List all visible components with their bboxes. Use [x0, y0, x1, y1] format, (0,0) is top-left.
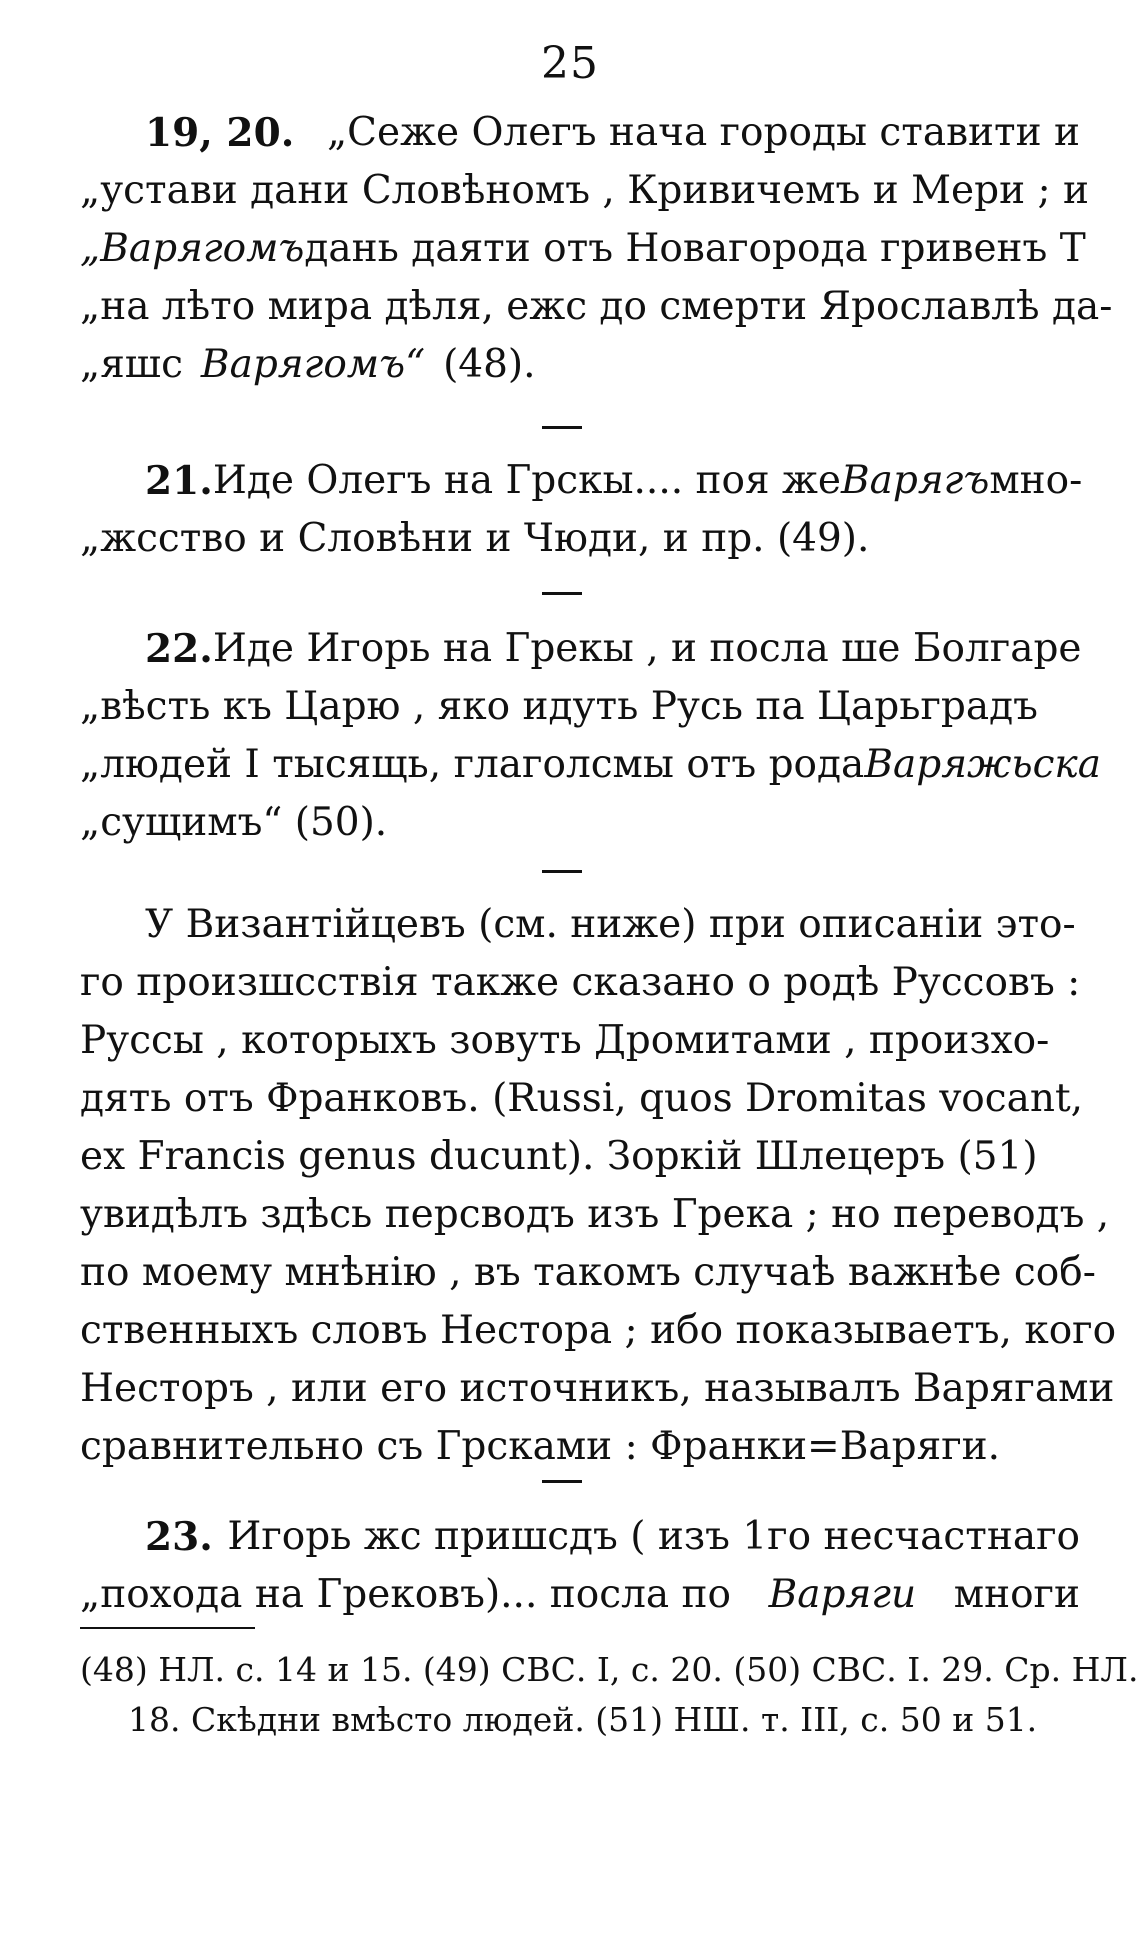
text-span: многи — [953, 1572, 1080, 1617]
section-separator — [542, 870, 582, 873]
text-line: увидѣлъ здѣсь персводъ изъ Грека ; но переводъ , — [80, 1192, 1110, 1237]
text-line — [80, 1508, 1080, 1566]
text-line: ex Francis genus ducunt). Зоркій Шлецеръ (51) — [80, 1134, 1038, 1179]
text-span: (48). — [443, 342, 536, 387]
text-line: дять отъ Франковъ. (Russi, quos Dromitas vocant, — [80, 1076, 1084, 1121]
section-21 — [80, 452, 1083, 568]
text-span: „Сеже Олегъ нача городы ставити и — [326, 110, 1080, 155]
section-23 — [80, 1508, 1080, 1624]
text-span: „людей I тысящь, глаголсмы отъ рода — [80, 742, 865, 787]
italic-text: „Варягомъ — [80, 226, 305, 271]
text-line — [80, 620, 1080, 678]
section-number: 21. — [145, 458, 213, 504]
italic-text: Варягомъ“ — [200, 342, 426, 387]
footnote-line: 18. Скѣдни вмѣсто людей. (51) НШ. т. III, с. 50 и 51. — [128, 1700, 1038, 1739]
footnote-line: (48) НЛ. с. 14 и 15. (49) СВС. I, с. 20. (50) СВС. I. 29. Ср. НЛ. — [80, 1650, 1139, 1689]
text-span: „яшс — [80, 342, 183, 387]
italic-text: Варяжьска — [864, 742, 1101, 787]
text-span: мно- — [989, 458, 1083, 503]
text-line: „на лѣто мира дѣля, ежс до смерти Ярославлѣ да- — [80, 284, 1113, 329]
text-line: „жсство и Словѣни и Чюди, и пр. (49). — [80, 516, 870, 561]
text-span: Иде Игорь на Грекы , и посла ше Болгаре — [212, 626, 1082, 671]
text-line: Руссы , которыхъ зовуть Дромитами , произхо- — [80, 1018, 1050, 1063]
text-span: дань даяти отъ Новагорода гривенъ Т — [304, 226, 1086, 271]
text-line — [80, 220, 1086, 278]
text-line: Несторъ , или его источникъ, называлъ Варягами — [80, 1366, 1115, 1411]
section-19-20 — [80, 104, 1113, 394]
footnotes — [80, 1645, 1139, 1745]
section-separator — [542, 426, 582, 429]
text-line: „сущимъ“ (50). — [80, 800, 388, 845]
text-line: „устави дани Словѣномъ , Кривичемъ и Мери ; и — [80, 168, 1089, 213]
text-span: „похода на Грековъ)... посла по — [80, 1572, 731, 1617]
section-number: 19, 20. — [145, 110, 295, 156]
section-number: 22. — [145, 626, 213, 672]
text-line: по моему мнѣнію , въ такомъ случаѣ важнѣе соб- — [80, 1250, 1096, 1295]
text-line — [80, 104, 1080, 162]
text-line — [80, 452, 1083, 510]
text-line: ственныхъ словъ Нестора ; ибо показываетъ, кого — [80, 1308, 1117, 1353]
text-line — [80, 336, 1080, 394]
section-22 — [80, 620, 1101, 852]
section-separator — [542, 592, 582, 595]
section-separator — [542, 1480, 582, 1483]
text-span: Игорь жс пришсдъ ( изъ 1го несчастнаго — [227, 1514, 1080, 1559]
text-line: „вѣсть къ Царю , яко идуть Русь па Царьградъ — [80, 684, 1038, 729]
footnote-rule — [80, 1627, 255, 1629]
paragraph-byzantines — [80, 896, 1117, 1476]
text-line — [80, 736, 1101, 794]
text-line: го произшсствія также сказано о родѣ Руссовъ : — [80, 960, 1081, 1005]
text-span: Иде Олегъ на Грскы.... поя же — [212, 458, 841, 503]
section-number: 23. — [145, 1514, 213, 1560]
text-line: сравнительно съ Грсками : Франки=Варяги. — [80, 1424, 1001, 1469]
page-number: 25 — [541, 38, 599, 89]
italic-text: Варяги — [768, 1572, 917, 1617]
text-line — [80, 1566, 1080, 1624]
italic-text: Варягъ — [840, 458, 990, 503]
text-line: У Византійцевъ (см. ниже) при описаніи это- — [145, 902, 1076, 947]
